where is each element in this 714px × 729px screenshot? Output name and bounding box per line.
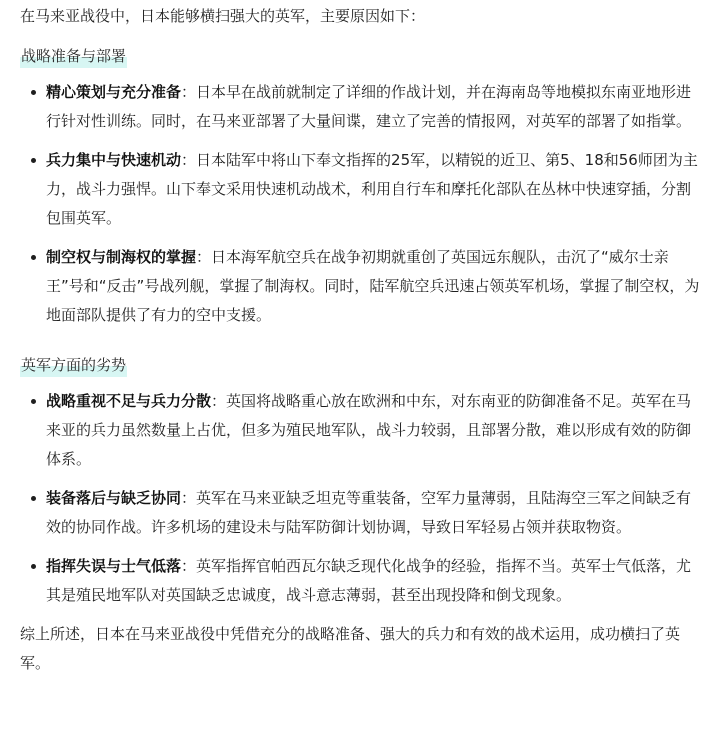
bullet-list <box>20 78 700 330</box>
bullet-icon <box>31 564 36 569</box>
item-text: 英军在马来亚缺乏坦克等重装备，空军力量薄弱，且陆海空三军之间缺乏有效的协同作战。许多机场的建设未与陆军防御计划协调，导致日军轻易占领并获取物资。 <box>46 489 692 536</box>
item-text: 日本海军航空兵在战争初期就重创了英国远东舰队，击沉了“威尔士亲王”号和“反击”号战列舰，掌握了制海权。同时，陆军航空兵迅速占领英军机场，掌握了制空权，为地面部队提供了有力的空中支援。 <box>46 248 700 324</box>
item-colon: ： <box>211 392 227 410</box>
item-colon: ： <box>181 557 197 575</box>
item-colon: ： <box>196 248 212 266</box>
section-strategy <box>20 31 700 330</box>
list-item <box>20 243 700 330</box>
item-term: 精心策划与充分准备 <box>46 83 182 101</box>
bullet-icon <box>31 255 36 260</box>
item-term: 制空权与制海权的掌握 <box>46 248 197 266</box>
section-british-weakness <box>20 340 700 610</box>
summary-paragraph: 综上所述，日本在马来亚战役中凭借充分的战略准备、强大的兵力和有效的战术运用，成功横扫了英军。 <box>20 625 681 672</box>
bullet-icon <box>31 399 36 404</box>
list-item <box>20 78 700 136</box>
item-term: 战略重视不足与兵力分散 <box>46 392 212 410</box>
bullet-icon <box>31 496 36 501</box>
item-colon: ： <box>181 489 197 507</box>
bullet-icon <box>31 158 36 163</box>
bullet-list <box>20 387 700 610</box>
item-term: 兵力集中与快速机动 <box>46 151 182 169</box>
item-text: 日本早在战前就制定了详细的作战计划，并在海南岛等地模拟东南亚地形进行针对性训练。同时，在马来亚部署了大量间谍，建立了完善的情报网，对英军的部署了如指掌。 <box>46 83 692 130</box>
list-item <box>20 552 700 610</box>
item-text: 日本陆军中将山下奉文指挥的25军，以精锐的近卫、第5、18和56师团为主力，战斗力强悍。山下奉文采用快速机动战术，利用自行车和摩托化部队在丛林中快速穿插，分割包围英军。 <box>46 151 698 227</box>
item-term: 装备落后与缺乏协同 <box>46 489 182 507</box>
section-heading: 战略准备与部署 <box>20 44 127 68</box>
section-heading: 英军方面的劣势 <box>20 353 127 377</box>
bullet-icon <box>31 90 36 95</box>
intro-paragraph: 在马来亚战役中，日本能够横扫强大的英军，主要原因如下： <box>20 7 426 25</box>
item-term: 指挥失误与士气低落 <box>46 557 182 575</box>
item-text: 英军指挥官帕西瓦尔缺乏现代化战争的经验，指挥不当。英军士气低落，尤其是殖民地军队对英国缺乏忠诚度，战斗意志薄弱，甚至出现投降和倒戈现象。 <box>46 557 692 604</box>
list-item <box>20 146 700 233</box>
list-item <box>20 484 700 542</box>
list-item <box>20 387 700 474</box>
item-text: 英国将战略重心放在欧洲和中东，对东南亚的防御准备不足。英军在马来亚的兵力虽然数量上占优，但多为殖民地军队，战斗力较弱，且部署分散，难以形成有效的防御体系。 <box>46 392 692 468</box>
item-colon: ： <box>181 151 197 169</box>
item-colon: ： <box>181 83 197 101</box>
